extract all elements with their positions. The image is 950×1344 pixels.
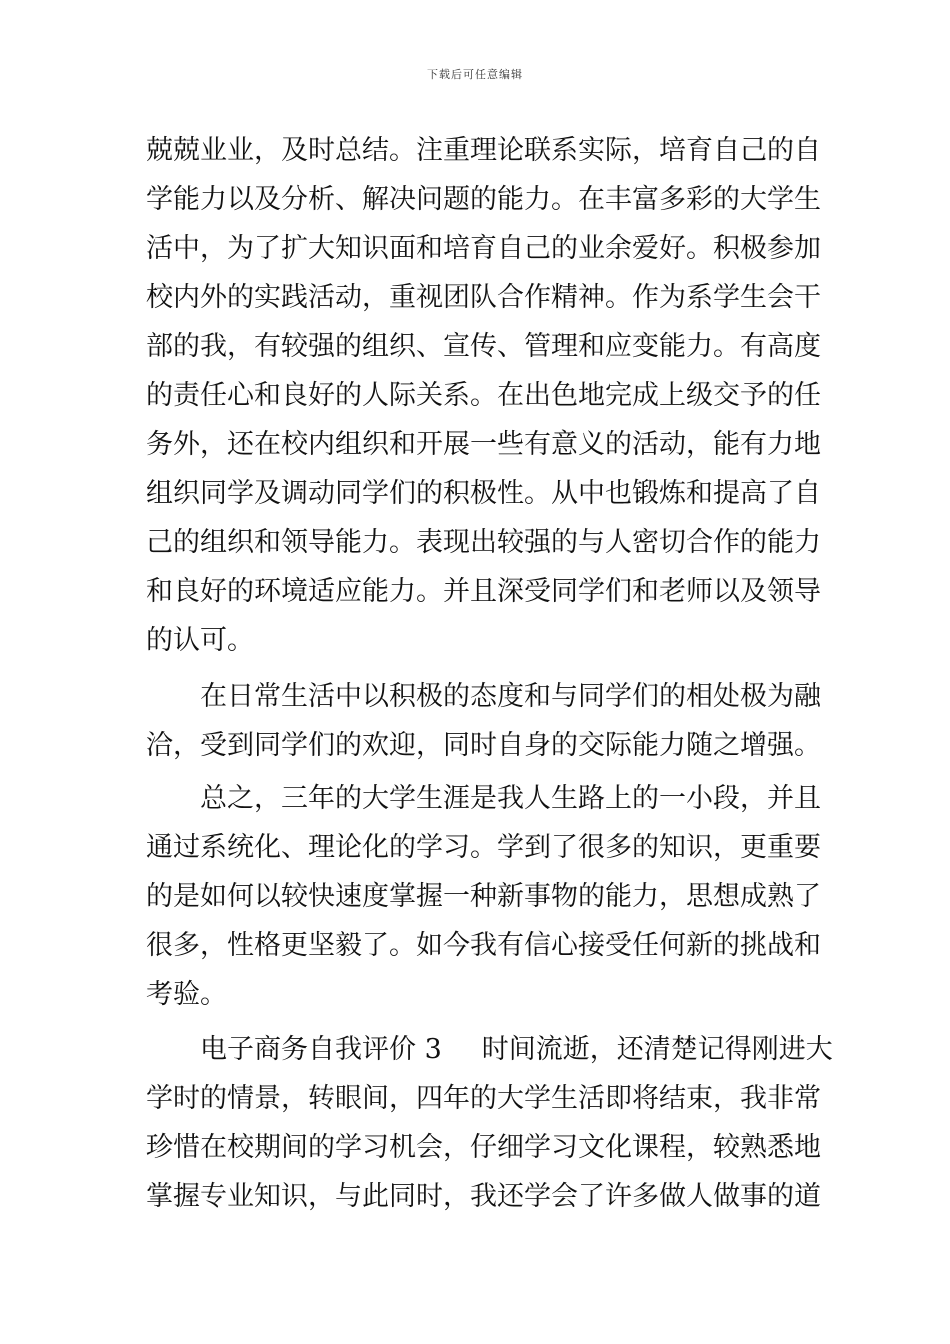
text-line: 的认可。 xyxy=(146,625,254,656)
text-line: 活中，为了扩大知识面和培育自己的业余爱好。积极参加 xyxy=(146,233,821,264)
text-line: 洽，受到同学们的欢迎，同时自身的交际能力随之增强。 xyxy=(146,730,821,761)
page-header: 下载后可任意编辑 xyxy=(427,68,523,81)
text-line: 部的我，有较强的组织、宣传、管理和应变能力。有高度 xyxy=(146,331,821,362)
text-line: 考验。 xyxy=(146,979,227,1010)
text-line: 很多，性格更坚毅了。如今我有信心接受任何新的挑战和 xyxy=(146,930,821,961)
section-first-line: 时间流逝，还清楚记得刚进大 xyxy=(481,1034,833,1065)
text-line: 的责任心和良好的人际关系。在出色地完成上级交予的任 xyxy=(146,380,821,411)
text-line: 组织同学及调动同学们的积极性。从中也锻炼和提高了自 xyxy=(146,478,821,509)
text-line: 和良好的环境适应能力。并且深受同学们和老师以及领导 xyxy=(146,576,821,607)
section-title: 电子商务自我评价 3 xyxy=(200,1034,442,1065)
text-line: 学时的情景，转眼间，四年的大学生活即将结束，我非常 xyxy=(146,1083,821,1114)
section-heading-line xyxy=(200,1033,833,1067)
text-line: 务外，还在校内组织和开展一些有意义的活动，能有力地 xyxy=(146,429,821,460)
text-line: 掌握专业知识，与此同时，我还学会了许多做人做事的道 xyxy=(146,1181,821,1212)
paragraph-first-line: 在日常生活中以积极的态度和与同学们的相处极为融 xyxy=(200,681,821,712)
text-line: 学能力以及分析、解决问题的能力。在丰富多彩的大学生 xyxy=(146,184,821,215)
text-line: 校内外的实践活动，重视团队合作精神。作为系学生会干 xyxy=(146,282,821,313)
text-line: 珍惜在校期间的学习机会，仔细学习文化课程，较熟悉地 xyxy=(146,1132,821,1163)
text-line: 通过系统化、理论化的学习。学到了很多的知识，更重要 xyxy=(146,832,821,863)
text-line: 的是如何以较快速度掌握一种新事物的能力，思想成熟了 xyxy=(146,881,821,912)
text-line: 己的组织和领导能力。表现出较强的与人密切合作的能力 xyxy=(146,527,821,558)
text-line: 兢兢业业，及时总结。注重理论联系实际，培育自己的自 xyxy=(146,135,821,166)
paragraph-first-line: 总之，三年的大学生涯是我人生路上的一小段，并且 xyxy=(200,783,821,814)
